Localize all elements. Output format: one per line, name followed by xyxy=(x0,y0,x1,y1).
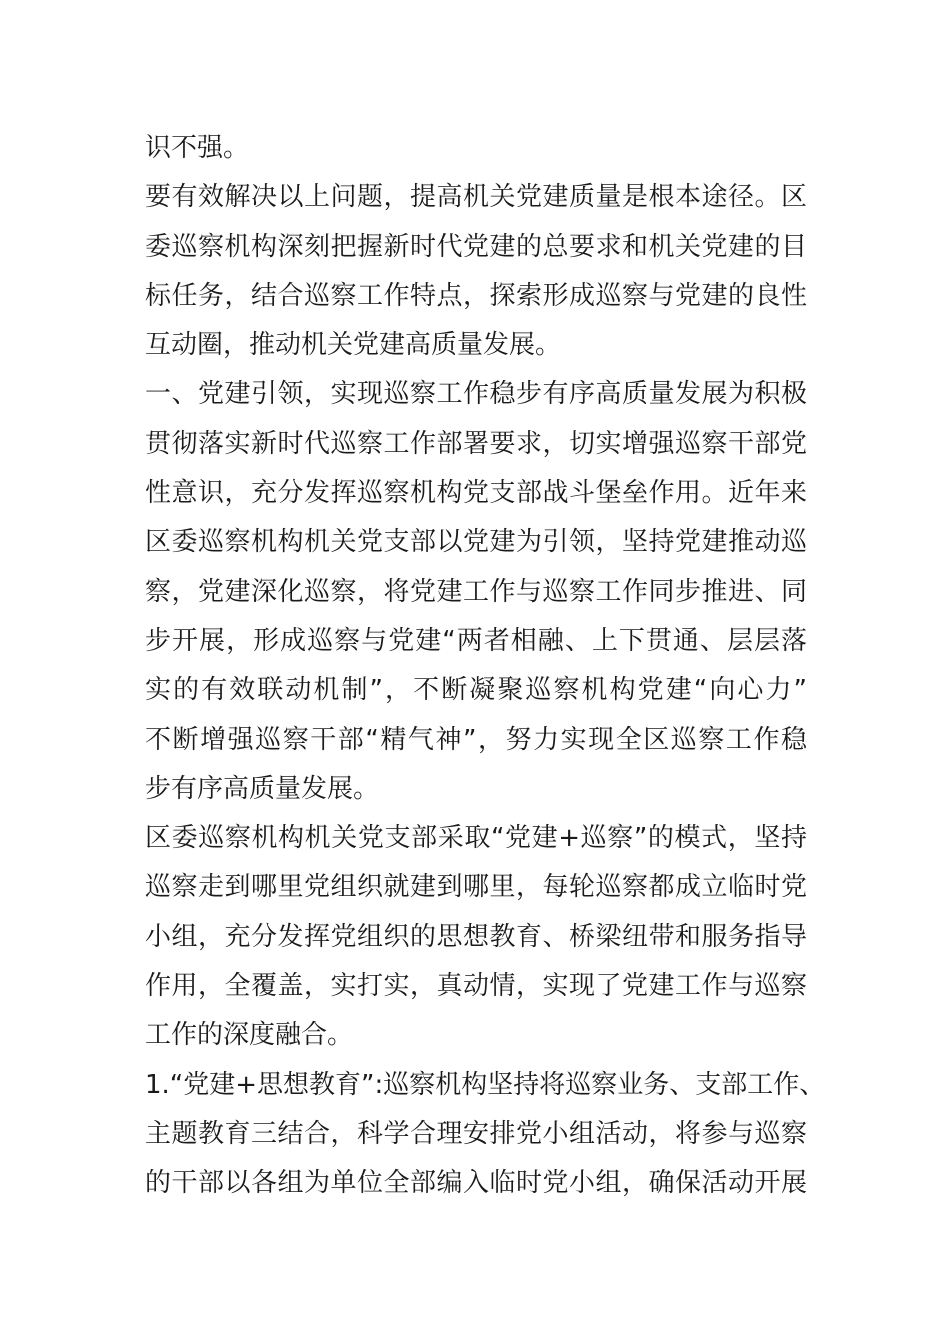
text-line: 识不强。 xyxy=(145,133,250,163)
text-line: 要有效解决以上问题，提高机关党建质量是根本途径。区 xyxy=(145,182,807,213)
text-line: 1.“党建+思想教育”:巡察机构坚持将巡察业务、支部工作、 xyxy=(145,1069,826,1100)
text-line: 工作的深度融合。 xyxy=(145,1020,354,1051)
text-line: 互动圈，推动机关党建高质量发展。 xyxy=(145,330,562,361)
text-line: 贯彻落实新时代巡察工作部署要求，切实增强巡察干部党 xyxy=(145,428,807,459)
text-line: 性意识，充分发挥巡察机构党支部战斗堡垒作用。近年来 xyxy=(145,478,807,509)
document-body xyxy=(145,124,826,1209)
text-line: 作用，全覆盖，实打实，真动情，实现了党建工作与巡察 xyxy=(145,971,807,1002)
text-line: 巡察走到哪里党组织就建到哪里，每轮巡察都成立临时党 xyxy=(145,872,807,903)
text-line: 实的有效联动机制”，不断凝聚巡察机构党建“向心力” xyxy=(145,675,807,706)
text-line: 区委巡察机构机关党支部以党建为引领，坚持党建推动巡 xyxy=(145,527,807,558)
text-line: 一、党建引领，实现巡察工作稳步有序高质量发展为积极 xyxy=(145,379,807,410)
text-line: 主题教育三结合，科学合理安排党小组活动，将参与巡察 xyxy=(145,1118,807,1149)
text-line: 委巡察机构深刻把握新时代党建的总要求和机关党建的目 xyxy=(145,231,807,262)
text-line: 察，党建深化巡察，将党建工作与巡察工作同步推进、同 xyxy=(145,576,807,607)
text-line: 区委巡察机构机关党支部采取“党建+巡察”的模式，坚持 xyxy=(145,823,807,854)
text-line: 步开展，形成巡察与党建“两者相融、上下贯通、层层落 xyxy=(145,625,807,656)
text-line: 标任务，结合巡察工作特点，探索形成巡察与党建的良性 xyxy=(145,280,807,311)
text-line: 不断增强巡察干部“精气神”，努力实现全区巡察工作稳 xyxy=(145,724,807,755)
text-line: 步有序高质量发展。 xyxy=(145,773,380,804)
text-line: 的干部以各组为单位全部编入临时党小组，确保活动开展 xyxy=(145,1168,807,1199)
text-line: 小组，充分发挥党组织的思想教育、桥梁纽带和服务指导 xyxy=(145,921,807,952)
